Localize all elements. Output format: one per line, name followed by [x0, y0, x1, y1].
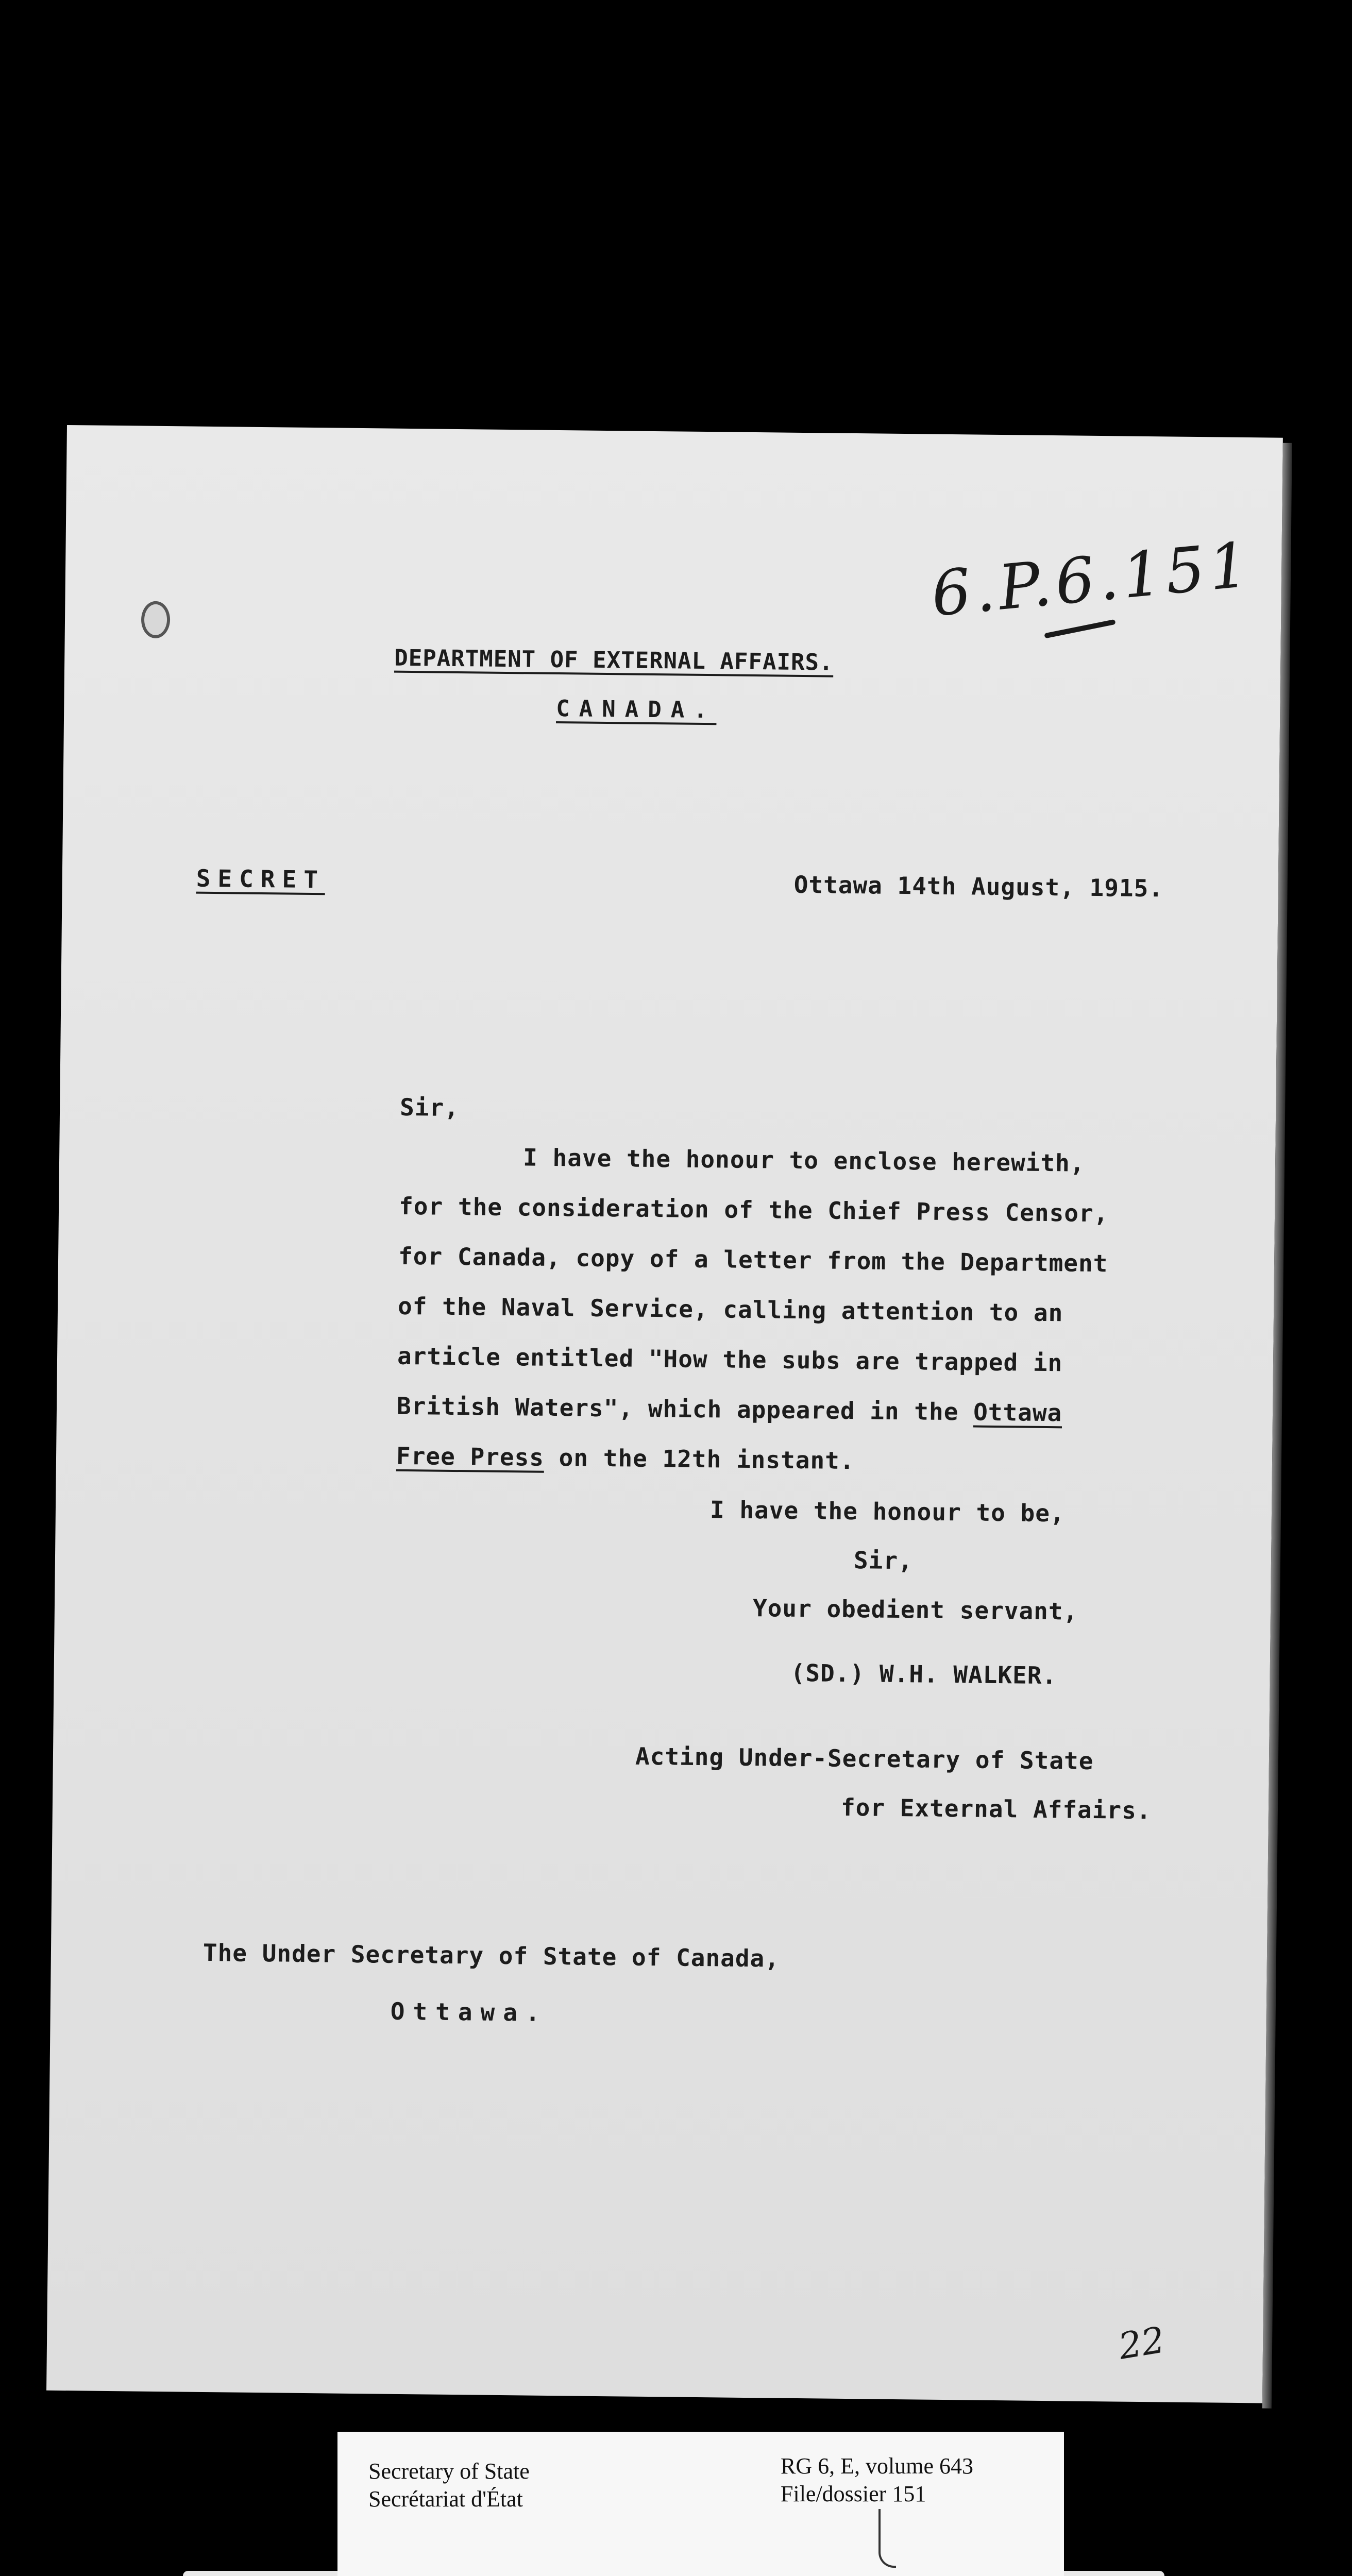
- addressee: The Under Secretary of State of Canada,: [202, 1938, 780, 1973]
- signatory-title-1: Acting Under-Secretary of State: [635, 1742, 1094, 1775]
- classification-label: SECRET: [196, 864, 326, 894]
- handwritten-reference: 6.P.6.151: [928, 529, 1256, 631]
- closing-line-3: Your obedient servant,: [752, 1594, 1078, 1625]
- body-line-7: [396, 1442, 855, 1475]
- body-line-4: of the Naval Service, calling attention to an: [397, 1292, 1063, 1327]
- punch-hole: [141, 601, 171, 639]
- body-line-7-text: on the 12th instant.: [559, 1444, 855, 1475]
- body-line-2: for the consideration of the Chief Press Censor,: [398, 1192, 1109, 1228]
- addressee-place: Ottawa.: [390, 1997, 548, 2027]
- document-page: [46, 425, 1283, 2403]
- dateline: Ottawa 14th August, 1915.: [793, 870, 1164, 903]
- body-line-1: I have the honour to enclose herewith,: [522, 1143, 1085, 1177]
- label-left-block: [368, 2458, 530, 2513]
- newspaper-name-part1: Ottawa: [973, 1398, 1062, 1427]
- page-edge-shadow: [1262, 443, 1292, 2409]
- archive-label-card: [337, 2432, 1064, 2576]
- closing-line-2: Sir,: [853, 1546, 914, 1575]
- country-heading: CANADA.: [556, 695, 717, 724]
- label-record-group: RG 6, E, volume 643: [781, 2453, 973, 2479]
- corner-handwritten-mark: 22: [1116, 2318, 1168, 2368]
- handwritten-underline: [1044, 619, 1116, 638]
- body-line-6: [397, 1392, 1062, 1427]
- label-file-number: File/dossier 151: [781, 2481, 926, 2506]
- body-line-6-text: British Waters", which appeared in the: [396, 1392, 959, 1426]
- body-line-3: for Canada, copy of a letter from the Department: [398, 1242, 1108, 1278]
- label-pen-mark: [878, 2509, 896, 2568]
- signatory-title-2: for External Affairs.: [840, 1793, 1152, 1825]
- newspaper-name-part2: Free Press: [396, 1442, 545, 1471]
- label-right-block: [781, 2452, 973, 2508]
- signature: (SD.) W.H. WALKER.: [790, 1658, 1057, 1690]
- salutation: Sir,: [399, 1093, 460, 1122]
- closing-line-1: I have the honour to be,: [709, 1496, 1065, 1528]
- department-heading: DEPARTMENT OF EXTERNAL AFFAIRS.: [394, 645, 834, 676]
- body-line-5: article entitled "How the subs are trapped in: [397, 1342, 1063, 1377]
- label-department-fr: Secrétariat d'État: [368, 2486, 523, 2512]
- label-department-en: Secretary of State: [368, 2459, 530, 2484]
